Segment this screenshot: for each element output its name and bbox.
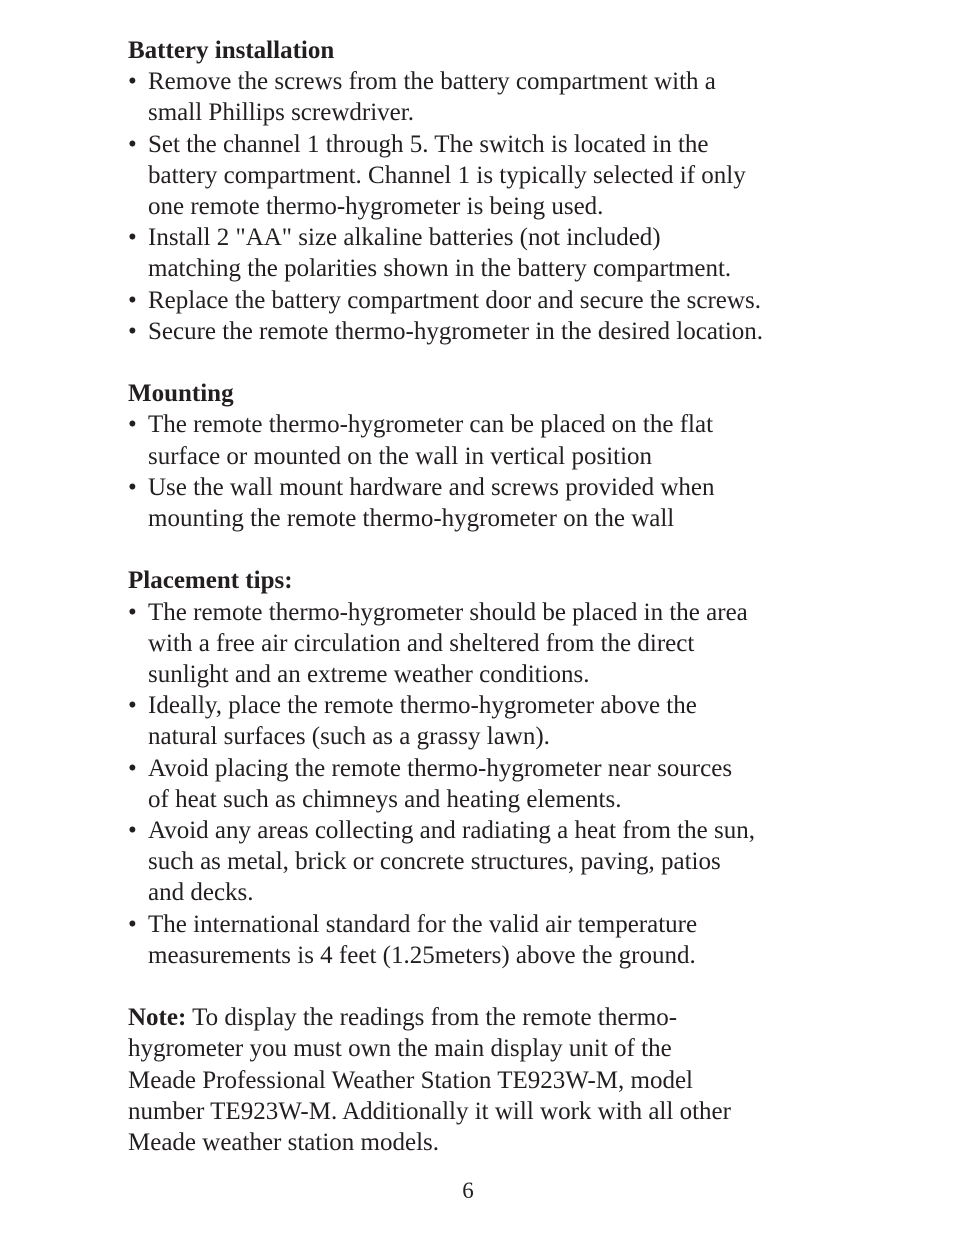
list-item <box>128 316 828 347</box>
section-title: Placement tips: <box>128 567 293 595</box>
list-item <box>128 222 828 284</box>
note-line: Meade weather station models. <box>128 1129 440 1157</box>
note-label: Note: <box>128 1004 187 1032</box>
note-line: number TE923W-M. Additionally it will work with all other <box>128 1097 731 1125</box>
line: The remote thermo-hygrometer can be placed on the flat <box>148 411 714 439</box>
line: matching the polarities shown in the battery compartment. <box>148 255 732 283</box>
bullet-icon: • <box>128 224 137 252</box>
bullet-icon: • <box>128 473 137 501</box>
line: of heat such as chimneys and heating elements. <box>148 785 622 813</box>
section-mounting <box>128 378 828 534</box>
line: sunlight and an extreme weather conditions. <box>148 661 590 689</box>
note-line: hygrometer you must own the main display unit of the <box>128 1035 672 1063</box>
list-item <box>128 472 828 534</box>
spacer <box>128 971 828 1002</box>
note-line: To display the readings from the remote thermo- <box>186 1004 678 1032</box>
line: measurements is 4 feet (1.25meters) above the ground. <box>148 941 696 969</box>
bullet-icon: • <box>128 411 137 439</box>
bullet-list <box>128 597 828 971</box>
line: Replace the battery compartment door and secure the screws. <box>148 286 761 314</box>
list-item <box>128 753 828 815</box>
list-item <box>128 285 828 316</box>
line: natural surfaces (such as a grassy lawn). <box>148 723 550 751</box>
line: Set the channel 1 through 5. The switch is located in the <box>148 130 709 158</box>
list-item <box>128 66 828 128</box>
line: small Phillips screwdriver. <box>148 99 414 127</box>
line: Remove the screws from the battery compartment with a <box>148 68 716 96</box>
list-item <box>128 815 828 909</box>
line: with a free air circulation and sheltered from the direct <box>148 629 695 657</box>
line: surface or mounted on the wall in vertical position <box>148 442 653 470</box>
bullet-icon: • <box>128 754 137 782</box>
bullet-icon: • <box>128 130 137 158</box>
list-item <box>128 409 828 471</box>
document-page <box>128 35 828 1158</box>
line: one remote thermo-hygrometer is being used. <box>148 193 604 221</box>
page-number: 6 <box>462 1178 474 1203</box>
line: Avoid any areas collecting and radiating a heat from the sun, <box>148 817 755 845</box>
section-title: Battery installation <box>128 37 335 64</box>
line: The international standard for the valid air temperature <box>148 910 698 938</box>
spacer <box>128 347 828 378</box>
line: battery compartment. Channel 1 is typically selected if only <box>148 161 746 189</box>
line: mounting the remote thermo-hygrometer on the wall <box>148 505 675 533</box>
bullet-list <box>128 66 828 347</box>
spacer <box>128 534 828 565</box>
line: and decks. <box>148 879 254 907</box>
list-item <box>128 129 828 223</box>
note-paragraph <box>128 1002 828 1158</box>
note-line: Meade Professional Weather Station TE923W-M, model <box>128 1066 694 1094</box>
list-item <box>128 690 828 752</box>
section-battery-installation <box>128 35 828 347</box>
line: Avoid placing the remote thermo-hygrometer near sources <box>148 754 733 782</box>
bullet-icon: • <box>128 286 137 314</box>
line: Ideally, place the remote thermo-hygrometer above the <box>148 692 697 720</box>
section-title: Mounting <box>128 380 234 408</box>
bullet-icon: • <box>128 598 137 626</box>
bullet-icon: • <box>128 910 137 938</box>
bullet-icon: • <box>128 692 137 720</box>
line: Install 2 "AA" size alkaline batteries (not included) <box>148 224 661 252</box>
list-item <box>128 909 828 971</box>
line: Secure the remote thermo-hygrometer in the desired location. <box>148 317 764 345</box>
list-item <box>128 597 828 691</box>
section-placement-tips <box>128 565 828 971</box>
line: such as metal, brick or concrete structures, paving, patios <box>148 848 721 876</box>
line: Use the wall mount hardware and screws provided when <box>148 473 715 501</box>
bullet-icon: • <box>128 817 137 845</box>
bullet-list <box>128 409 828 534</box>
bullet-icon: • <box>128 317 137 345</box>
bullet-icon: • <box>128 68 137 96</box>
line: The remote thermo-hygrometer should be placed in the area <box>148 598 748 626</box>
